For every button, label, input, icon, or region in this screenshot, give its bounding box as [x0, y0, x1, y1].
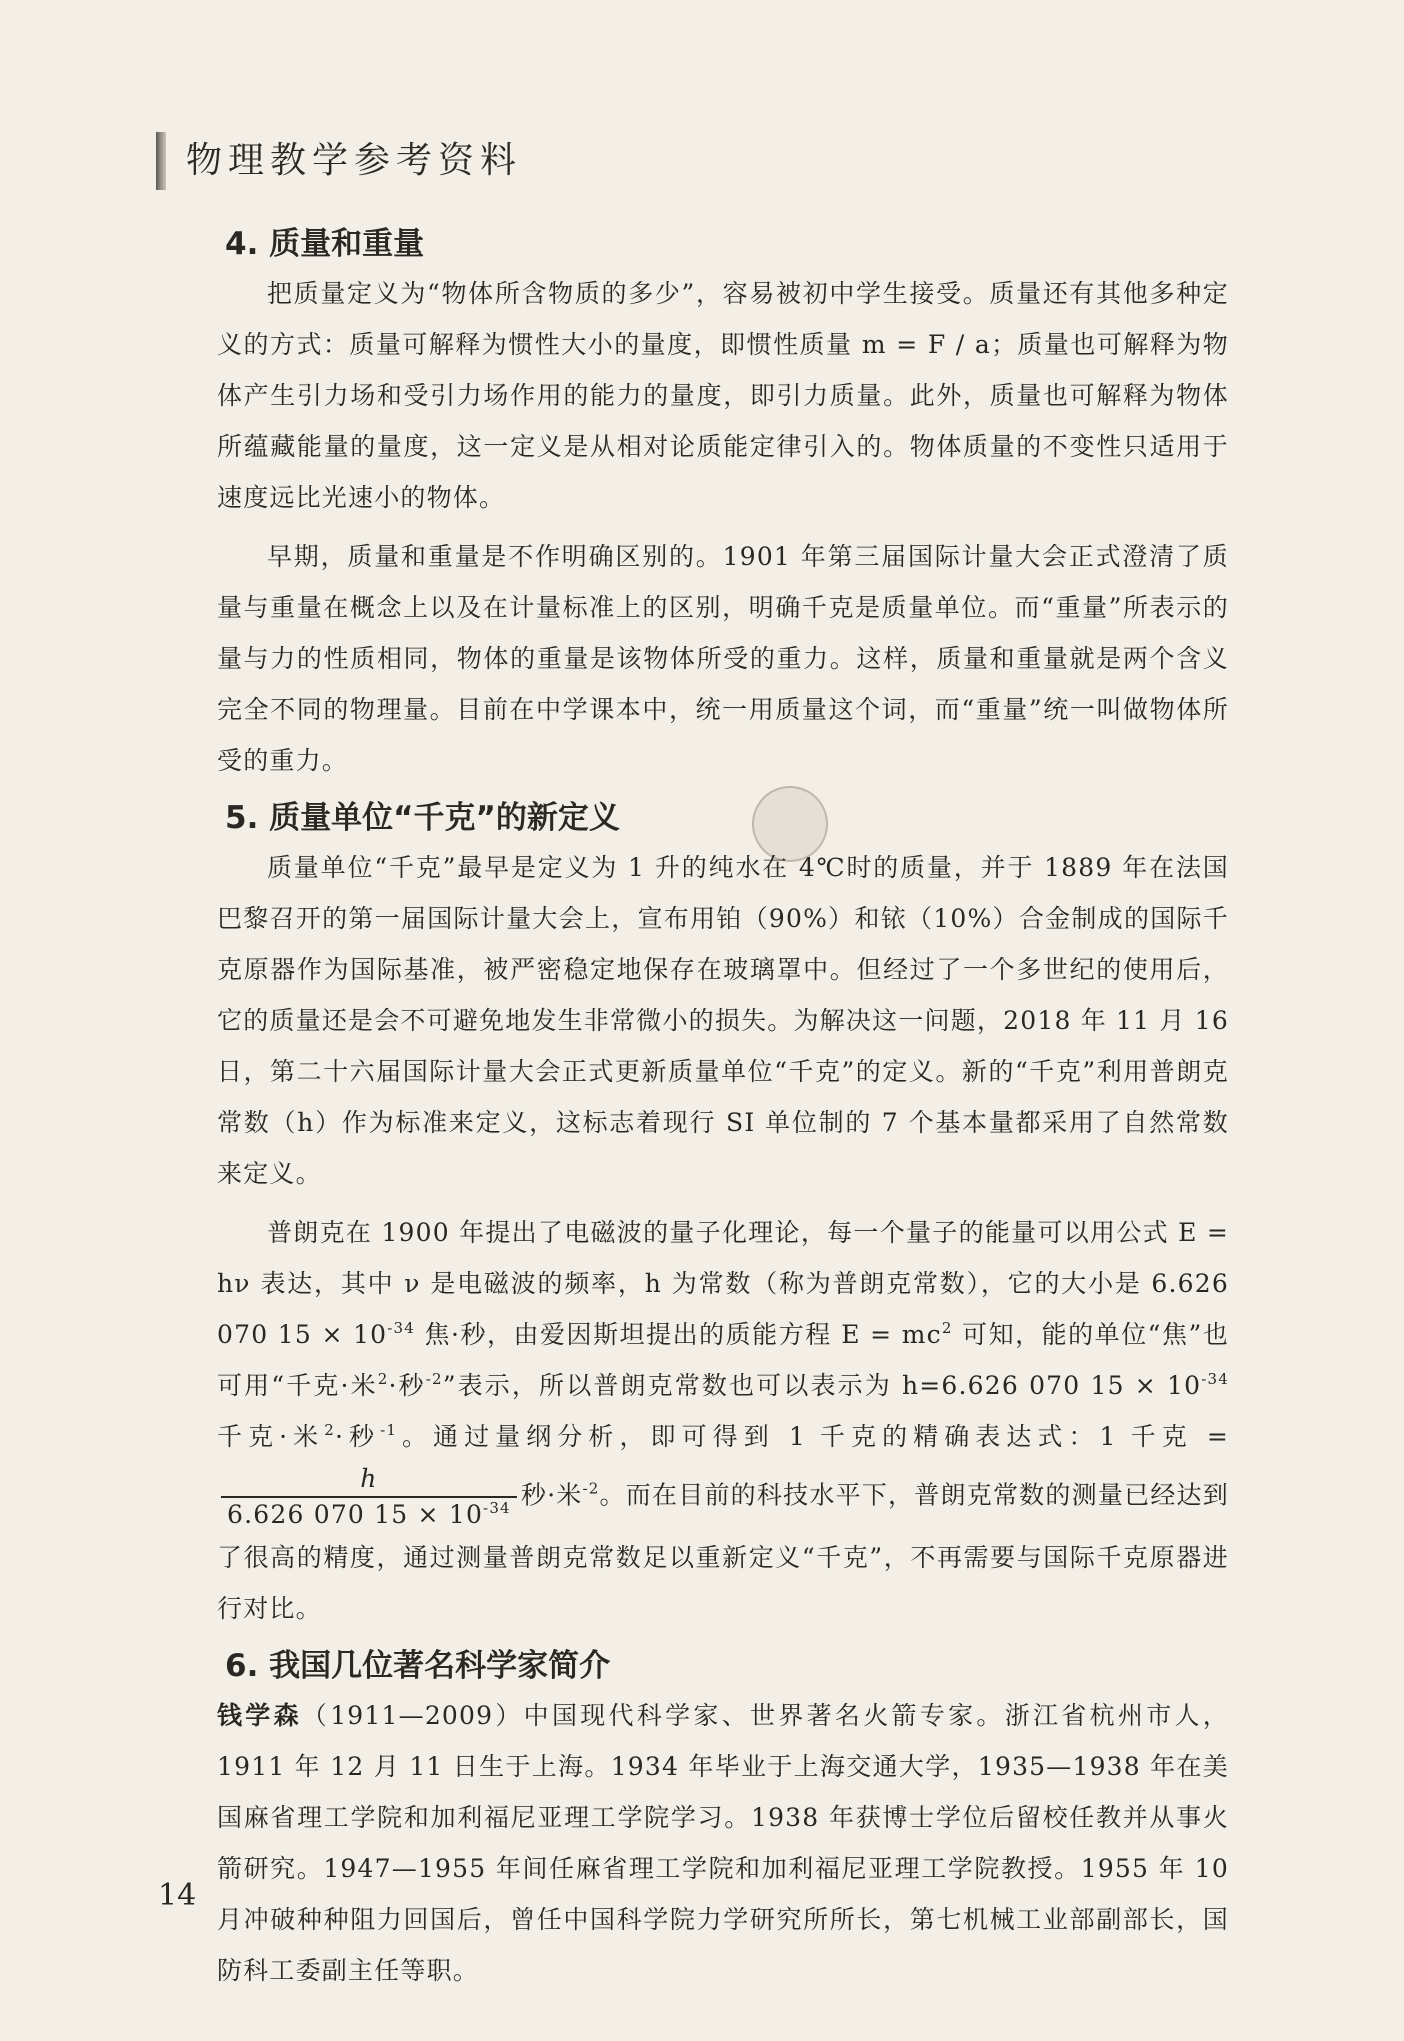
text-span: 普朗克在 1900 年提出了电磁波的量子化理论，每一个量子的能量可以用公式 E = hν 表达，其中 ν 是电磁波的频率，h 为常数（称为普朗克常数），它的大小是 6.626 070 15 × 10 — [217, 1218, 1229, 1349]
fraction-numerator: h — [221, 1462, 517, 1498]
text-span: （1911—2009）中国现代科学家、世界著名火箭专家。浙江省杭州市人，1911 年 12 月 11 日生于上海。1934 年毕业于上海交通大学，1935—1938 年在美国麻省理工学院和加利福尼亚理工学院学习。1938 年获博士学位后留校任教并从事火箭研究。1947—1955 年间任麻省理工学院和加利福尼亚理工学院教授。1955 年 10 月冲破种种阻力回国后，曾任中国科学院力学研究所所长，第七机械工业部副部长，国防科工委副主任等职。 — [217, 1701, 1229, 1985]
exponent: -34 — [387, 1319, 416, 1337]
text-span: 千克·米 — [217, 1422, 325, 1451]
exponent: 2 — [324, 1421, 335, 1439]
exponent: -2 — [582, 1479, 600, 1498]
running-header-title: 物理教学参考资料 — [186, 140, 523, 181]
section-4-paragraph-2: 早期，质量和重量是不作明确区别的。1901 年第三届国际计量大会正式澄清了质量与重量在概念上以及在计量标准上的区别，明确千克是质量单位。而“重量”所表示的量与力的性质相同，物体的重量是该物体所受的重力。这样，质量和重量就是两个含义完全不同的物理量。目前在中学课本中，统一用质量这个词，而“重量”统一叫做物体所受的重力。 — [217, 542, 1229, 775]
text-span: 。通过量纲分析，即可得到 1 千克的精确表达式：1 千克 = — [397, 1422, 1229, 1451]
scientist-name: 钱学森 — [217, 1701, 302, 1730]
exponent: -1 — [380, 1421, 398, 1439]
section-4-heading: 4. 质量和重量 — [225, 226, 425, 262]
section-5-paragraph-2 — [217, 1207, 1229, 1634]
section-5-heading: 5. 质量单位“千克”的新定义 — [225, 800, 620, 836]
page-number: 14 — [158, 1878, 197, 1913]
fraction-denominator — [221, 1498, 517, 1532]
exponent: 2 — [941, 1319, 953, 1337]
text-span: 焦·秒，由爱因斯坦提出的质能方程 E = mc — [415, 1320, 942, 1349]
kilogram-fraction — [221, 1462, 517, 1532]
text-span: 6.626 070 15 × 10 — [227, 1500, 484, 1529]
exponent: -34 — [483, 1499, 511, 1517]
text-span: ·秒 — [334, 1422, 381, 1451]
text-span: ”表示，所以普朗克常数也可以表示为 h=6.626 070 15 × 10 — [442, 1371, 1202, 1400]
section-4-paragraph-1: 把质量定义为“物体所含物质的多少”，容易被初中学生接受。质量还有其他多种定义的方式：质量可解释为惯性大小的量度，即惯性质量 m = F / a；质量也可解释为物体产生引力场和受引力场作用的能力的量度，即引力质量。此外，质量也可解释为物体所蕴藏能量的量度，这一定义是从相对论质能定律引入的。物体质量的不变性只适用于速度远比光速小的物体。 — [217, 279, 1229, 512]
text-span: 可知，能的单位“焦”也可用“千克·米 — [217, 1320, 1229, 1400]
section-6-heading: 6. 我国几位著名科学家简介 — [225, 1648, 611, 1684]
exponent: -34 — [1201, 1370, 1229, 1388]
text-span: ·秒 — [388, 1371, 426, 1400]
text-span: 秒·米 — [520, 1480, 583, 1510]
header-accent-bar — [156, 132, 166, 190]
section-5-paragraph-1: 质量单位“千克”最早是定义为 1 升的纯水在 4℃时的质量，并于 1889 年在法国巴黎召开的第一届国际计量大会上，宣布用铂（90%）和铱（10%）合金制成的国际千克原器作为国际基准，被严密稳定地保存在玻璃罩中。但经过了一个多世纪的使用后，它的质量还是会不可避免地发生非常微小的损失。为解决这一问题，2018 年 11 月 16 日，第二十六届国际计量大会正式更新质量单位“千克”的定义。新的“千克”利用普朗克常数（h）作为标准来定义，这标志着现行 SI 单位制的 7 个基本量都采用了自然常数来定义。 — [217, 853, 1229, 1188]
page-content — [217, 220, 1229, 1996]
exponent: -2 — [425, 1370, 443, 1388]
section-6-paragraph-1 — [217, 1690, 1229, 1996]
exponent: 2 — [377, 1370, 389, 1388]
text-span: 。而在目前的科技水平下，普朗克常数的测量已经达到了很高的精度，通过测量普朗克常数足以重新定义“千克”，不再需要与国际千克原器进行对比。 — [217, 1480, 1229, 1623]
